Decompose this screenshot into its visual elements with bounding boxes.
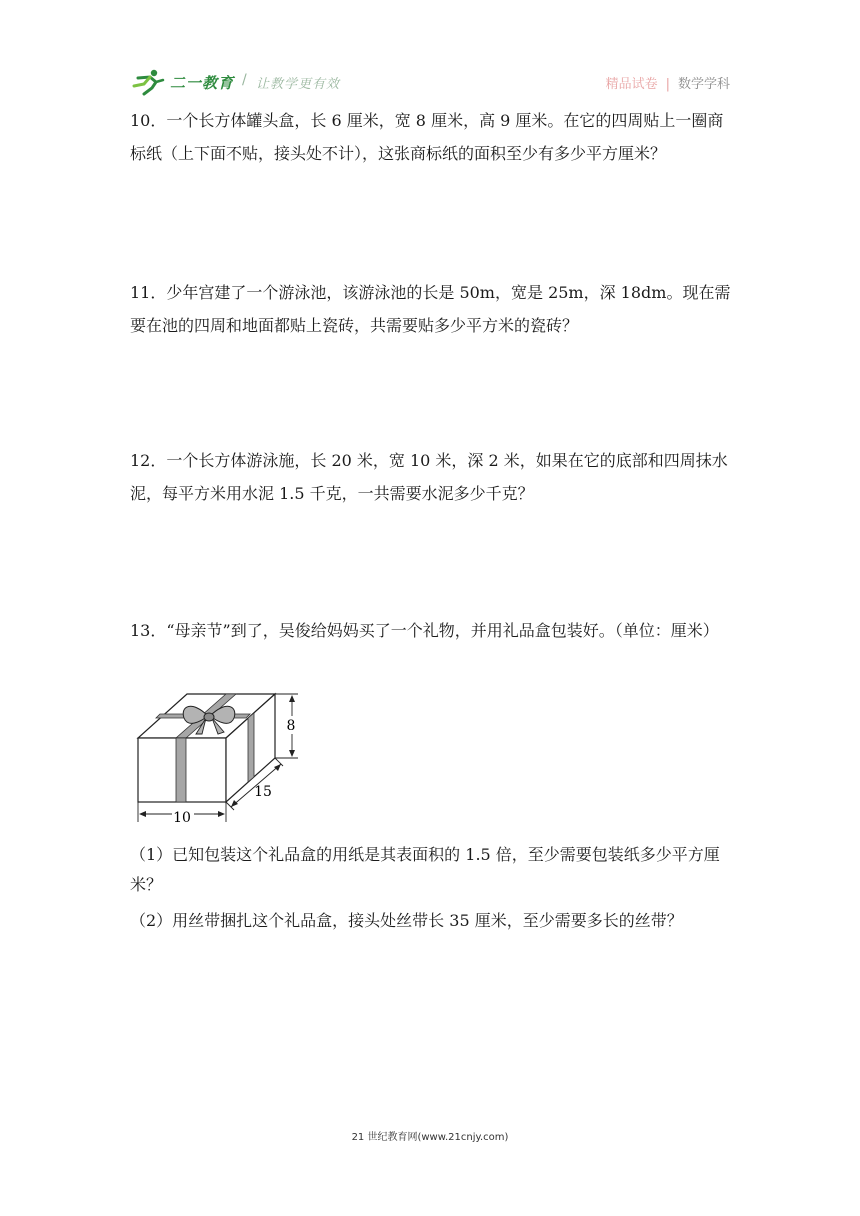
header-label-quality: 精品试卷 bbox=[605, 77, 658, 92]
logo-slogan: 让教学更有效 bbox=[256, 77, 341, 92]
question-13: 13．“母亲节”到了，吴俊给妈妈买了一个礼物，并用礼品盒包装好。（单位：厘米） bbox=[130, 621, 719, 640]
side-ribbon bbox=[248, 713, 254, 782]
question-12: 12．一个长方体游泳施，长 20 米，宽 10 米，深 2 米，如果在它的底部和四周抹水泥，每平方米用水泥 1.5 千克，一共需要水泥多少千克？ bbox=[130, 451, 728, 503]
header-label-subject: 数学学科 bbox=[677, 77, 730, 92]
question-11: 11．少年宫建了一个游泳池，该游泳池的长是 50m，宽是 25m，深 18dm。现在需要在池的四周和地面都贴上瓷砖，共需要贴多少平方米的瓷砖？ bbox=[130, 283, 731, 335]
height-label: 8 bbox=[286, 718, 296, 734]
front-ribbon bbox=[176, 738, 186, 802]
page-header bbox=[130, 68, 730, 96]
width-label: 10 bbox=[173, 810, 191, 826]
header-right-labels bbox=[606, 73, 730, 92]
subquestion-2: （2）用丝带捆扎这个礼品盒，接头处丝带长 35 厘米，至少需要多长的丝带？ bbox=[130, 911, 683, 930]
gift-box-figure bbox=[130, 688, 310, 830]
page-footer: 21 世纪教育网(www.21cnjy.com) bbox=[351, 1132, 509, 1143]
runner-logo-icon bbox=[130, 68, 166, 96]
question-10: 10．一个长方体罐头盒，长 6 厘米，宽 8 厘米，高 9 厘米。在它的四周贴上一圈商标纸（上下面不贴，接头处不计），这张商标纸的面积至少有多少平方厘米？ bbox=[130, 111, 724, 163]
logo-text: 二一教育 bbox=[170, 74, 235, 92]
logo-slash: / bbox=[242, 72, 247, 88]
header-separator: | bbox=[665, 77, 670, 92]
depth-label: 15 bbox=[254, 784, 272, 800]
subquestion-1: （1）已知包装这个礼品盒的用纸是其表面积的 1.5 倍，至少需要包装纸多少平方厘米？ bbox=[130, 845, 720, 894]
